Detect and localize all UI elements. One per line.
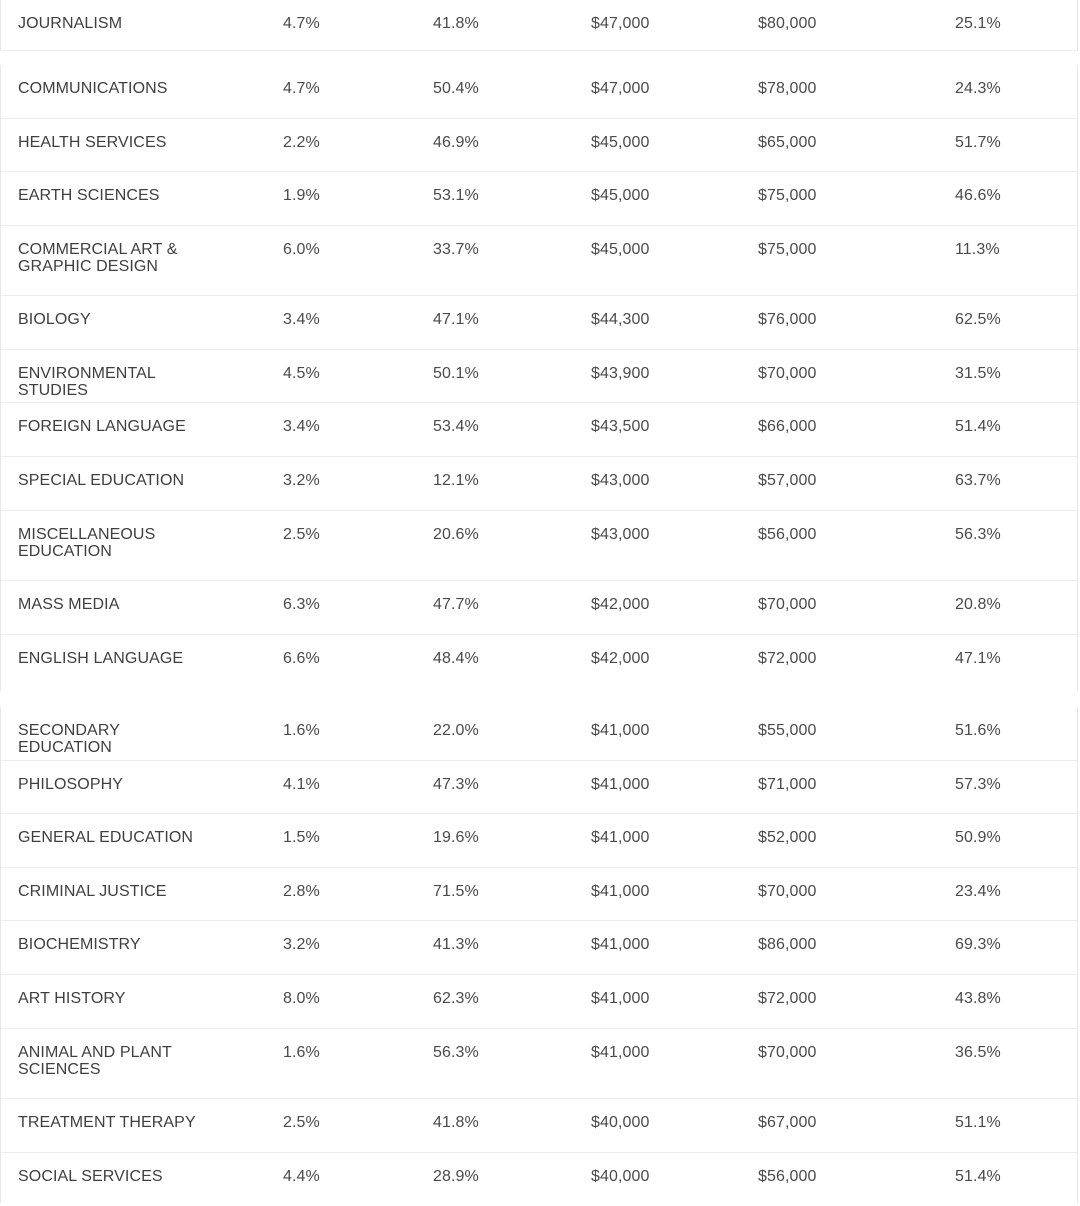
underemployment-rate: 20.6% [433, 525, 479, 543]
table-row [1, 350, 1077, 404]
table-section-middle [0, 65, 1078, 691]
underemployment-rate: 47.7% [433, 596, 479, 614]
unemployment-rate: 8.0% [283, 989, 320, 1007]
underemployment-rate: 47.3% [433, 775, 479, 793]
underemployment-rate: 41.8% [433, 15, 479, 32]
early-career-wage: $45,000 [591, 187, 650, 205]
unemployment-rate: 3.2% [283, 472, 320, 490]
underemployment-rate: 53.4% [433, 418, 479, 436]
mid-career-wage: $80,000 [758, 15, 817, 32]
major-name: HEALTH SERVICES [18, 133, 167, 151]
mid-career-wage: $86,000 [758, 936, 817, 954]
early-career-wage: $47,000 [591, 15, 650, 32]
early-career-wage: $41,000 [591, 722, 650, 739]
table-section-bottom [0, 707, 1078, 1203]
major-name: SPECIAL EDUCATION [18, 472, 185, 490]
table-row [1, 635, 1077, 689]
early-career-wage: $42,000 [591, 649, 650, 667]
underemployment-rate: 33.7% [433, 240, 479, 258]
major-name: TREATMENT THERAPY [18, 1114, 196, 1132]
major-name: CRIMINAL JUSTICE [18, 882, 167, 900]
major-name: JOURNALISM [18, 15, 123, 32]
graduate-degree-share: 46.6% [955, 187, 1001, 205]
unemployment-rate: 1.6% [283, 722, 320, 739]
early-career-wage: $43,000 [591, 525, 650, 543]
early-career-wage: $43,000 [591, 472, 650, 490]
table-row [1, 172, 1077, 226]
early-career-wage: $44,300 [591, 311, 650, 329]
mid-career-wage: $67,000 [758, 1114, 817, 1132]
unemployment-rate: 1.9% [283, 187, 320, 205]
unemployment-rate: 6.6% [283, 649, 320, 667]
early-career-wage: $41,000 [591, 989, 650, 1007]
major-name: PHILOSOPHY [18, 775, 124, 793]
unemployment-rate: 6.3% [283, 596, 320, 614]
underemployment-rate: 22.0% [433, 722, 479, 739]
graduate-degree-share: 20.8% [955, 596, 1001, 614]
graduate-degree-share: 56.3% [955, 525, 1001, 543]
table-row [1, 403, 1077, 457]
major-name: SOCIAL SERVICES [18, 1167, 163, 1185]
unemployment-rate: 2.5% [283, 525, 320, 543]
underemployment-rate: 50.4% [433, 80, 479, 97]
major-name: FOREIGN LANGUAGE [18, 418, 186, 436]
mid-career-wage: $78,000 [758, 80, 817, 97]
mid-career-wage: $70,000 [758, 596, 817, 614]
unemployment-rate: 3.4% [283, 418, 320, 436]
early-career-wage: $41,000 [591, 775, 650, 793]
graduate-degree-share: 31.5% [955, 364, 1001, 382]
early-career-wage: $42,000 [591, 596, 650, 614]
table-row [1, 65, 1077, 119]
table-row [1, 814, 1077, 868]
major-name: BIOLOGY [18, 311, 91, 329]
table-row [1, 511, 1077, 582]
underemployment-rate: 41.3% [433, 936, 479, 954]
underemployment-rate: 62.3% [433, 989, 479, 1007]
graduate-degree-share: 11.3% [955, 240, 1000, 258]
unemployment-rate: 2.2% [283, 133, 320, 151]
mid-career-wage: $71,000 [758, 775, 817, 793]
major-name: SECONDARY EDUCATION [18, 722, 120, 756]
graduate-degree-share: 50.9% [955, 829, 1001, 847]
graduate-degree-share: 24.3% [955, 80, 1001, 97]
table-row [1, 761, 1077, 815]
table-row [1, 868, 1077, 922]
mid-career-wage: $66,000 [758, 418, 817, 436]
major-name: MASS MEDIA [18, 596, 120, 614]
mid-career-wage: $75,000 [758, 187, 817, 205]
mid-career-wage: $72,000 [758, 989, 817, 1007]
table-row [1, 457, 1077, 511]
graduate-degree-share: 51.1% [955, 1114, 1001, 1132]
graduate-degree-share: 63.7% [955, 472, 1001, 490]
early-career-wage: $40,000 [591, 1167, 650, 1185]
mid-career-wage: $72,000 [758, 649, 817, 667]
underemployment-rate: 53.1% [433, 187, 479, 205]
underemployment-rate: 50.1% [433, 364, 479, 382]
table-row [1, 921, 1077, 975]
unemployment-rate: 4.4% [283, 1167, 320, 1185]
major-name: ENGLISH LANGUAGE [18, 649, 184, 667]
mid-career-wage: $56,000 [758, 525, 817, 543]
early-career-wage: $41,000 [591, 882, 650, 900]
table-row [1, 707, 1077, 761]
table-row [1, 1153, 1077, 1206]
major-name: ENVIRONMENTAL STUDIES [18, 364, 156, 399]
unemployment-rate: 4.7% [283, 15, 320, 32]
graduate-degree-share: 51.4% [955, 1167, 1001, 1185]
graduate-degree-share: 62.5% [955, 311, 1001, 329]
table-row [1, 296, 1077, 350]
major-name: BIOCHEMISTRY [18, 936, 141, 954]
mid-career-wage: $70,000 [758, 364, 817, 382]
graduate-degree-share: 57.3% [955, 775, 1001, 793]
major-name: EARTH SCIENCES [18, 187, 160, 205]
graduate-degree-share: 36.5% [955, 1043, 1001, 1061]
graduate-degree-share: 51.4% [955, 418, 1001, 436]
unemployment-rate: 4.7% [283, 80, 320, 97]
mid-career-wage: $70,000 [758, 1043, 817, 1061]
mid-career-wage: $52,000 [758, 829, 817, 847]
mid-career-wage: $56,000 [758, 1167, 817, 1185]
mid-career-wage: $65,000 [758, 133, 817, 151]
major-name: ANIMAL AND PLANT SCIENCES [18, 1043, 172, 1078]
early-career-wage: $41,000 [591, 1043, 650, 1061]
graduate-degree-share: 51.6% [955, 722, 1001, 739]
unemployment-rate: 4.5% [283, 364, 320, 382]
major-name: COMMUNICATIONS [18, 80, 168, 97]
underemployment-rate: 71.5% [433, 882, 479, 900]
underemployment-rate: 48.4% [433, 649, 479, 667]
major-name: GENERAL EDUCATION [18, 829, 194, 847]
mid-career-wage: $76,000 [758, 311, 817, 329]
unemployment-rate: 1.6% [283, 1043, 320, 1061]
table-row [1, 1029, 1077, 1100]
table-row [1, 1099, 1077, 1153]
mid-career-wage: $70,000 [758, 882, 817, 900]
unemployment-rate: 2.5% [283, 1114, 320, 1132]
major-name: COMMERCIAL ART & GRAPHIC DESIGN [18, 240, 178, 275]
table-row [1, 975, 1077, 1029]
graduate-degree-share: 23.4% [955, 882, 1001, 900]
early-career-wage: $41,000 [591, 936, 650, 954]
graduate-degree-share: 51.7% [955, 133, 1001, 151]
unemployment-rate: 3.4% [283, 311, 320, 329]
early-career-wage: $41,000 [591, 829, 650, 847]
table-section-top [0, 0, 1078, 51]
unemployment-rate: 3.2% [283, 936, 320, 954]
table-row [1, 0, 1077, 51]
graduate-degree-share: 47.1% [955, 649, 1001, 667]
graduate-degree-share: 69.3% [955, 936, 1001, 954]
graduate-degree-share: 25.1% [955, 15, 1001, 32]
mid-career-wage: $55,000 [758, 722, 817, 739]
early-career-wage: $47,000 [591, 80, 650, 97]
underemployment-rate: 46.9% [433, 133, 479, 151]
early-career-wage: $45,000 [591, 133, 650, 151]
early-career-wage: $40,000 [591, 1114, 650, 1132]
table-row [1, 119, 1077, 173]
early-career-wage: $45,000 [591, 240, 650, 258]
early-career-wage: $43,500 [591, 418, 650, 436]
unemployment-rate: 1.5% [283, 829, 320, 847]
mid-career-wage: $75,000 [758, 240, 817, 258]
major-name: ART HISTORY [18, 989, 126, 1007]
graduate-degree-share: 43.8% [955, 989, 1001, 1007]
table-row [1, 581, 1077, 635]
mid-career-wage: $57,000 [758, 472, 817, 490]
underemployment-rate: 47.1% [433, 311, 479, 329]
unemployment-rate: 4.1% [283, 775, 320, 793]
major-name: MISCELLANEOUS EDUCATION [18, 525, 156, 560]
underemployment-rate: 28.9% [433, 1167, 479, 1185]
underemployment-rate: 12.1% [433, 472, 479, 490]
table-row [1, 226, 1077, 297]
unemployment-rate: 2.8% [283, 882, 320, 900]
early-career-wage: $43,900 [591, 364, 650, 382]
unemployment-rate: 6.0% [283, 240, 320, 258]
underemployment-rate: 19.6% [433, 829, 479, 847]
underemployment-rate: 41.8% [433, 1114, 479, 1132]
underemployment-rate: 56.3% [433, 1043, 479, 1061]
